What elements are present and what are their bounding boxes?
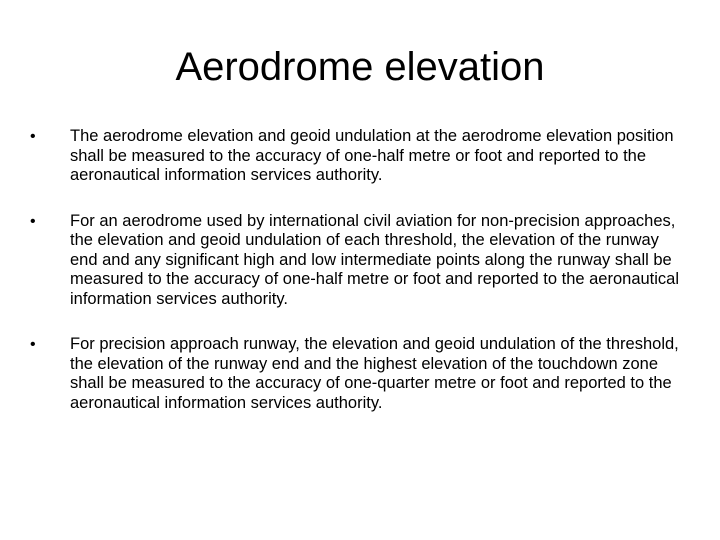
bullet-text: For an aerodrome used by international civil aviation for non-precision approaches, the elevation and geoid undulation of each threshold, the elevation of the runway end and any significant high and low intermediate points along the runway shall be measured to the accuracy of one-half metre or foot and reported to the aeronautical information services authority. bbox=[70, 211, 680, 308]
bullet-text: For precision approach runway, the elevation and geoid undulation of the threshold, the elevation of the runway end and the highest elevation of the touchdown zone shall be measured to the accuracy of one-quarter metre or foot and reported to the aeronautical information services authority. bbox=[70, 335, 679, 412]
bullet-list bbox=[30, 127, 680, 439]
slide-title: Aerodrome elevation bbox=[175, 45, 545, 89]
bullet-item bbox=[30, 212, 680, 310]
bullet-text: The aerodrome elevation and geoid undulation at the aerodrome elevation position shall be measured to the accuracy of one-half metre or foot and reported to the aeronautical information services authority. bbox=[70, 127, 674, 184]
bullet-dot-icon: • bbox=[30, 128, 36, 145]
bullet-dot-icon: • bbox=[30, 336, 36, 353]
bullet-dot-icon: • bbox=[30, 212, 36, 230]
bullet-item bbox=[30, 127, 680, 186]
bullet-item bbox=[30, 335, 680, 413]
